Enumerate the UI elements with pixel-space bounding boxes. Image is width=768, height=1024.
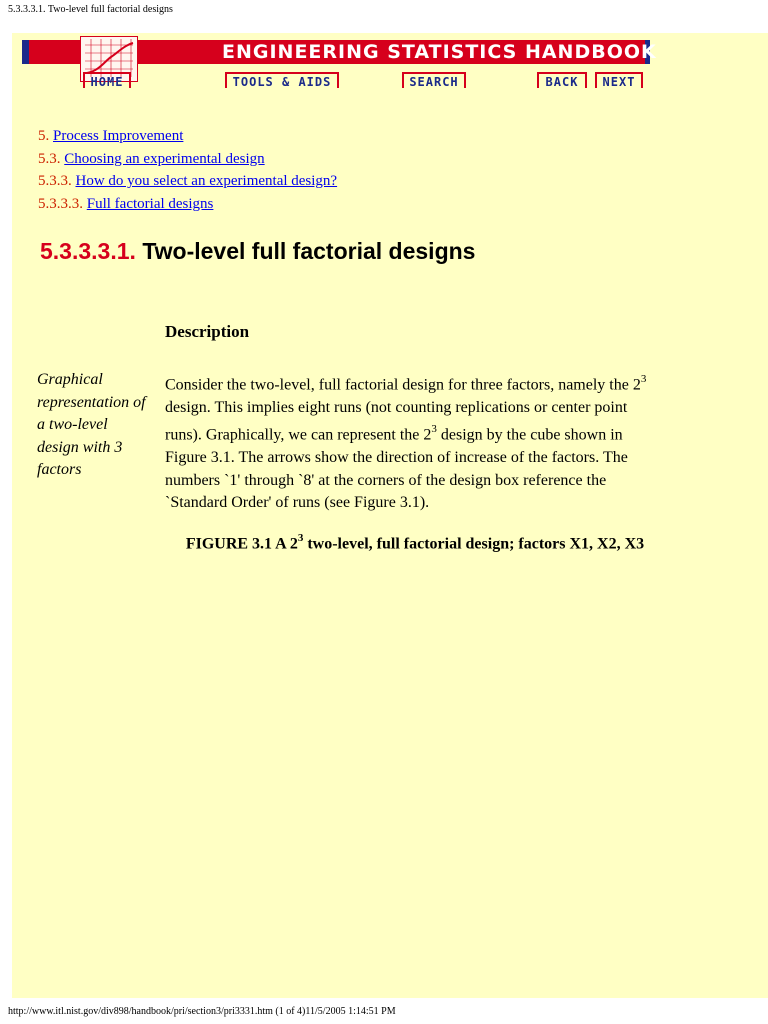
breadcrumb-link-full-factorial[interactable]: Full factorial designs [86, 195, 214, 212]
breadcrumb-number: 5.3. [38, 150, 61, 167]
figure-caption [165, 528, 665, 556]
breadcrumb-number: 5.3.3. [38, 173, 72, 189]
print-header: 5.3.3.3.1. Two-level full factorial designs [8, 4, 173, 15]
body-text-1: Consider the two-level, full factorial design for three factors, namely the 2 [165, 376, 641, 394]
figure-caption-post: two-level, full factorial design; factors X1, X2, X3 [303, 535, 645, 553]
back-button[interactable]: BACK [537, 72, 587, 88]
next-button[interactable]: NEXT [595, 72, 643, 88]
section-title: Description [165, 322, 250, 341]
body-text-3: design by the cube shown in Figure 3.1. The arrows show the direction of increase of the factors. The numbers `1' through `8' at the corners of the design box reference the `Standard Order' of runs (see Figure 3.1). [165, 426, 628, 512]
body-text-2: design. This implies eight runs (not counting replications or center point runs). Graphically, we can represent the 2 [165, 398, 628, 444]
description-paragraph [165, 369, 665, 515]
breadcrumb-number: 5. [38, 128, 50, 144]
banner-title: ENGINEERING STATISTICS HANDBOOK [222, 41, 657, 63]
breadcrumb-link-process-improvement[interactable]: Process Improvement [53, 128, 184, 144]
breadcrumb-link-choosing-design[interactable]: Choosing an experimental design [64, 150, 265, 167]
breadcrumb-number: 5.3.3.3. [38, 195, 83, 212]
breadcrumb-link-select-design[interactable]: How do you select an experimental design? [75, 173, 338, 189]
search-button[interactable]: SEARCH [402, 72, 466, 88]
print-footer: http://www.itl.nist.gov/div898/handbook/pri/section3/pri3331.htm (1 of 4)11/5/2005 1:14:51 PM [8, 1006, 396, 1017]
breadcrumb [38, 125, 337, 215]
figure-caption-pre: FIGURE 3.1 A 2 [185, 535, 298, 553]
breadcrumb-item [38, 170, 337, 193]
page-title-text: Two-level full factorial designs [142, 238, 476, 264]
page-title-number: 5.3.3.3.1. [40, 238, 136, 264]
body-superscript-2: 3 [431, 423, 437, 436]
breadcrumb-item [38, 193, 337, 216]
figure-caption-superscript: 3 [297, 532, 304, 544]
tools-aids-button[interactable]: TOOLS & AIDS [225, 72, 339, 88]
handbook-banner[interactable] [22, 40, 657, 64]
banner-left-accent [22, 40, 29, 64]
body-superscript-1: 3 [640, 373, 647, 385]
breadcrumb-item [38, 148, 337, 171]
margin-note: Graphical representation of a two-level design with 3 factors [37, 371, 146, 478]
home-button[interactable]: HOME [83, 72, 131, 88]
page-title [40, 238, 475, 265]
breadcrumb-item [38, 125, 337, 148]
